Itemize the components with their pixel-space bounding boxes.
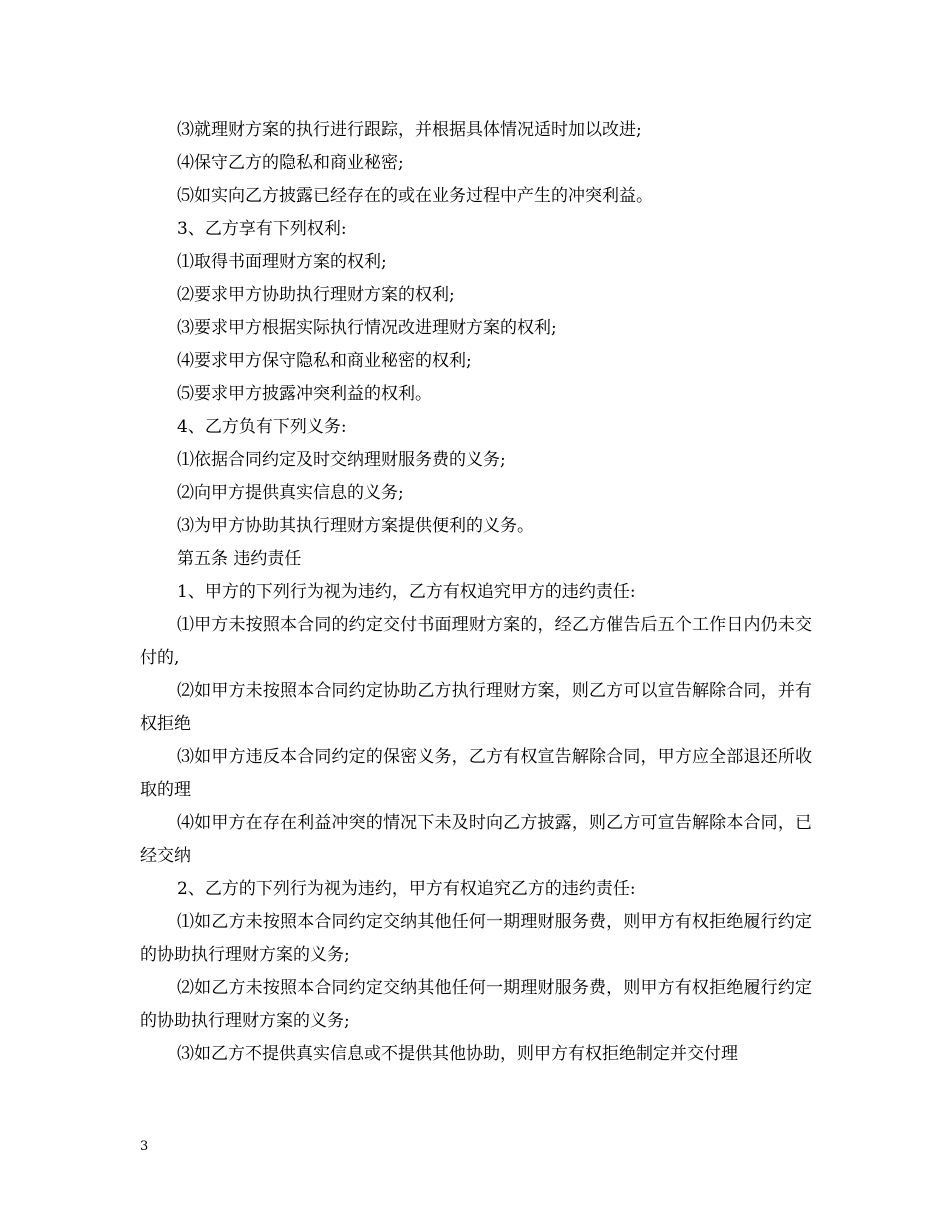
- paragraph: ⑵如甲方未按照本合同约定协助乙方执行理财方案，则乙方可以宣告解除合同，并有权拒绝: [140, 681, 812, 734]
- paragraph: ⑴取得书面理财方案的权利;: [177, 252, 387, 272]
- paragraph: ⑴甲方未按照本合同的约定交付书面理财方案的，经乙方催告后五个工作日内仍未交付的,: [140, 615, 812, 668]
- paragraph: ⑴依据合同约定及时交纳理财服务费的义务;: [177, 450, 506, 470]
- page-number: 3: [140, 1139, 149, 1154]
- paragraph: ⑶如乙方不提供真实信息或不提供其他协助，则甲方有权拒绝制定并交付理: [177, 1044, 738, 1064]
- paragraph: ⑵要求甲方协助执行理财方案的权利;: [177, 285, 455, 305]
- paragraph: ⑶要求甲方根据实际执行情况改进理财方案的权利;: [177, 318, 557, 338]
- paragraph: ⑵向甲方提供真实信息的义务;: [177, 483, 404, 503]
- clause-heading: 1、甲方的下列行为视为违约，乙方有权追究甲方的违约责任:: [177, 582, 636, 602]
- paragraph: ⑶就理财方案的执行进行跟踪，并根据具体情况适时加以改进;: [177, 120, 642, 140]
- paragraph: ⑵如乙方未按照本合同约定交纳其他任何一期理财服务费，则甲方有权拒绝履行约定的协助执行理财方案的义务;: [140, 978, 812, 1031]
- paragraph: ⑴如乙方未按照本合同约定交纳其他任何一期理财服务费，则甲方有权拒绝履行约定的协助执行理财方案的义务;: [140, 912, 812, 965]
- paragraph: ⑸如实向乙方披露已经存在的或在业务过程中产生的冲突利益。: [177, 186, 653, 206]
- paragraph: ⑷要求甲方保守隐私和商业秘密的权利;: [177, 351, 472, 371]
- document-body: [140, 114, 812, 1071]
- paragraph: ⑷保守乙方的隐私和商业秘密;: [177, 153, 404, 173]
- paragraph: ⑶为甲方协助其执行理财方案提供便利的义务。: [177, 516, 534, 536]
- clause-heading: 4、乙方负有下列义务:: [177, 417, 347, 437]
- paragraph: ⑸要求甲方披露冲突利益的权利。: [177, 384, 432, 404]
- clause-heading: 3、乙方享有下列权利:: [177, 219, 347, 239]
- clause-heading: 2、乙方的下列行为视为违约，甲方有权追究乙方的违约责任:: [177, 879, 636, 899]
- article-heading: 第五条 违约责任: [177, 549, 302, 569]
- paragraph: ⑷如甲方在存在利益冲突的情况下未及时向乙方披露，则乙方可宣告解除本合同，已经交纳: [140, 813, 812, 866]
- paragraph: ⑶如甲方违反本合同约定的保密义务，乙方有权宣告解除合同，甲方应全部退还所收取的理: [140, 747, 812, 800]
